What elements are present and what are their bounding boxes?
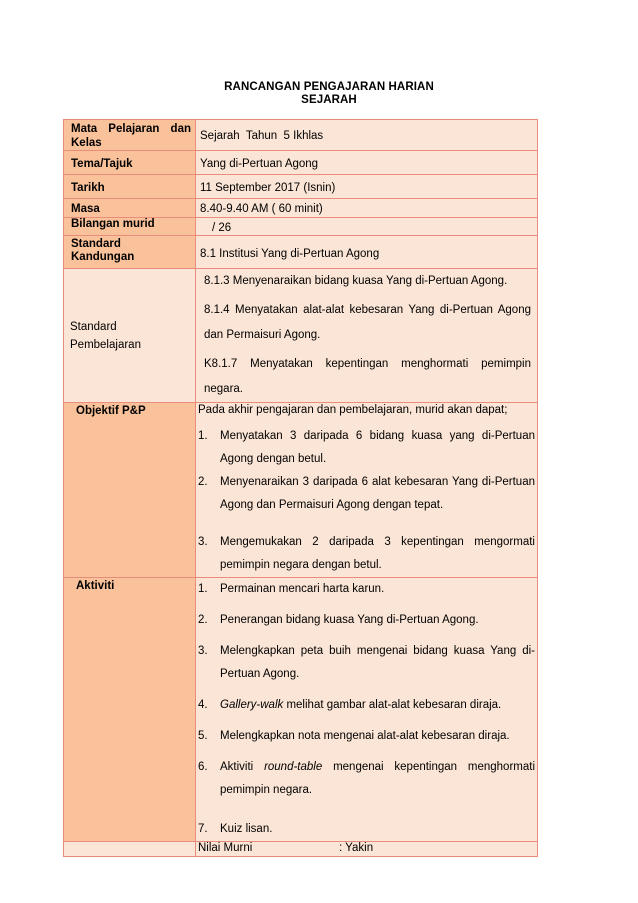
list-item-prefix: Aktiviti [220,761,265,773]
standard-pembelajaran-list [196,269,537,402]
objektif-intro: Pada akhir pengajaran dan pembelajaran, murid akan dapat; [198,404,508,416]
list-item-text: Menyatakan 3 daripada 6 bidang kuasa yang di-Pertuan Agong dengan betul. [220,430,535,465]
row-value-masa: 8.40-9.40 AM ( 60 minit) [200,203,323,215]
row-label-mata-pelajaran: Mata Pelajaran dan Kelas [71,123,191,149]
row-value-nilai-murni: : Yakin [339,842,374,854]
objektif-list [196,425,537,577]
row-value-mata-pelajaran: Sejarah Tahun 5 Ikhlas [200,130,324,142]
list-item-number: 1. [198,583,208,595]
list-item-number: 6. [198,761,208,773]
list-item-number: 4. [198,699,208,711]
list-item [198,818,535,841]
table-row [64,403,538,578]
row-label-aktiviti: Aktiviti [76,580,115,592]
list-item [198,425,535,471]
row-label-bilangan-murid: Bilangan murid [71,218,155,230]
list-item-number: 2. [198,476,208,488]
list-item [198,471,535,517]
row-value-bilangan-murid: / 26 [212,221,232,234]
list-item-text: melihat gambar alat-alat kebesaran diraja. [283,699,502,711]
list-item-text: Menyenaraikan 3 daripada 6 alat kebesaran Yang di-Pertuan Agong dan Permaisuri Agong dengan tepat. [220,476,535,511]
table-row [64,269,538,403]
list-item: 8.1.4 Menyatakan alat-alat kebesaran Yang di-Pertuan Agong dan Permaisuri Agong. [204,304,531,341]
list-item [198,756,539,802]
list-item-number: 5. [198,730,208,742]
row-label-tema: Tema/Tajuk [71,157,133,170]
list-item-number: 2. [198,614,208,626]
list-item: K8.1.7 Menyatakan kepentingan menghormati pemimpin negara. [204,358,531,395]
row-label-objektif: Objektif P&P [76,405,146,417]
list-item-text: Permainan mencari harta karun. [220,583,385,595]
table-row [64,151,538,175]
table-row [64,842,538,857]
row-label-tarikh: Tarikh [71,181,105,194]
row-label-standard-pembelajaran: Standard Pembelajaran [70,320,141,351]
list-item [198,531,535,577]
table-row [64,175,538,199]
list-item-text: Kuiz lisan. [220,823,273,835]
list-item [198,694,535,717]
list-item-text: Penerangan bidang kuasa Yang di-Pertuan Agong. [220,614,479,626]
list-item-number: 7. [198,823,208,835]
list-item-number: 1. [198,430,208,442]
list-item-text: Melengkapkan peta buih mengenai bidang kuasa Yang di-Pertuan Agong. [220,645,535,680]
row-label-standard-kandungan: Standard Kandungan [71,238,135,263]
list-item-text: Melengkapkan nota mengenai alat-alat kebesaran diraja. [220,730,510,742]
aktiviti-list [196,578,537,841]
table-row [64,578,538,842]
list-item-number: 3. [198,536,208,548]
list-item-italic: Gallery-walk [220,699,284,711]
list-item-text: mengenai kepentingan menghormati pemimpin negara. [220,761,539,796]
list-item-number: 3. [198,645,208,657]
table-row [64,120,538,151]
row-value-tema: Yang di-Pertuan Agong [200,157,319,170]
list-item-text: Mengemukakan 2 daripada 3 kepentingan mengormati pemimpin negara dengan betul. [220,536,535,571]
table-row [64,218,538,236]
row-value-standard-kandungan: 8.1 Institusi Yang di-Pertuan Agong [200,248,380,260]
list-item [198,578,535,601]
list-item [198,725,535,748]
list-item [198,640,535,686]
list-item [198,609,535,632]
row-label-nilai-murni: Nilai Murni [198,842,253,854]
document-subtitle: SEJARAH [301,94,357,106]
list-item-italic: round-table [264,761,323,773]
document-title: RANCANGAN PENGAJARAN HARIAN [224,81,434,93]
row-value-tarikh: 11 September 2017 (Isnin) [200,181,336,194]
row-label-masa: Masa [71,203,100,215]
list-item: 8.1.3 Menyenaraikan bidang kuasa Yang di-Pertuan Agong. [204,275,508,287]
table-row [64,236,538,269]
lesson-plan-table [63,119,538,857]
table-row [64,199,538,218]
